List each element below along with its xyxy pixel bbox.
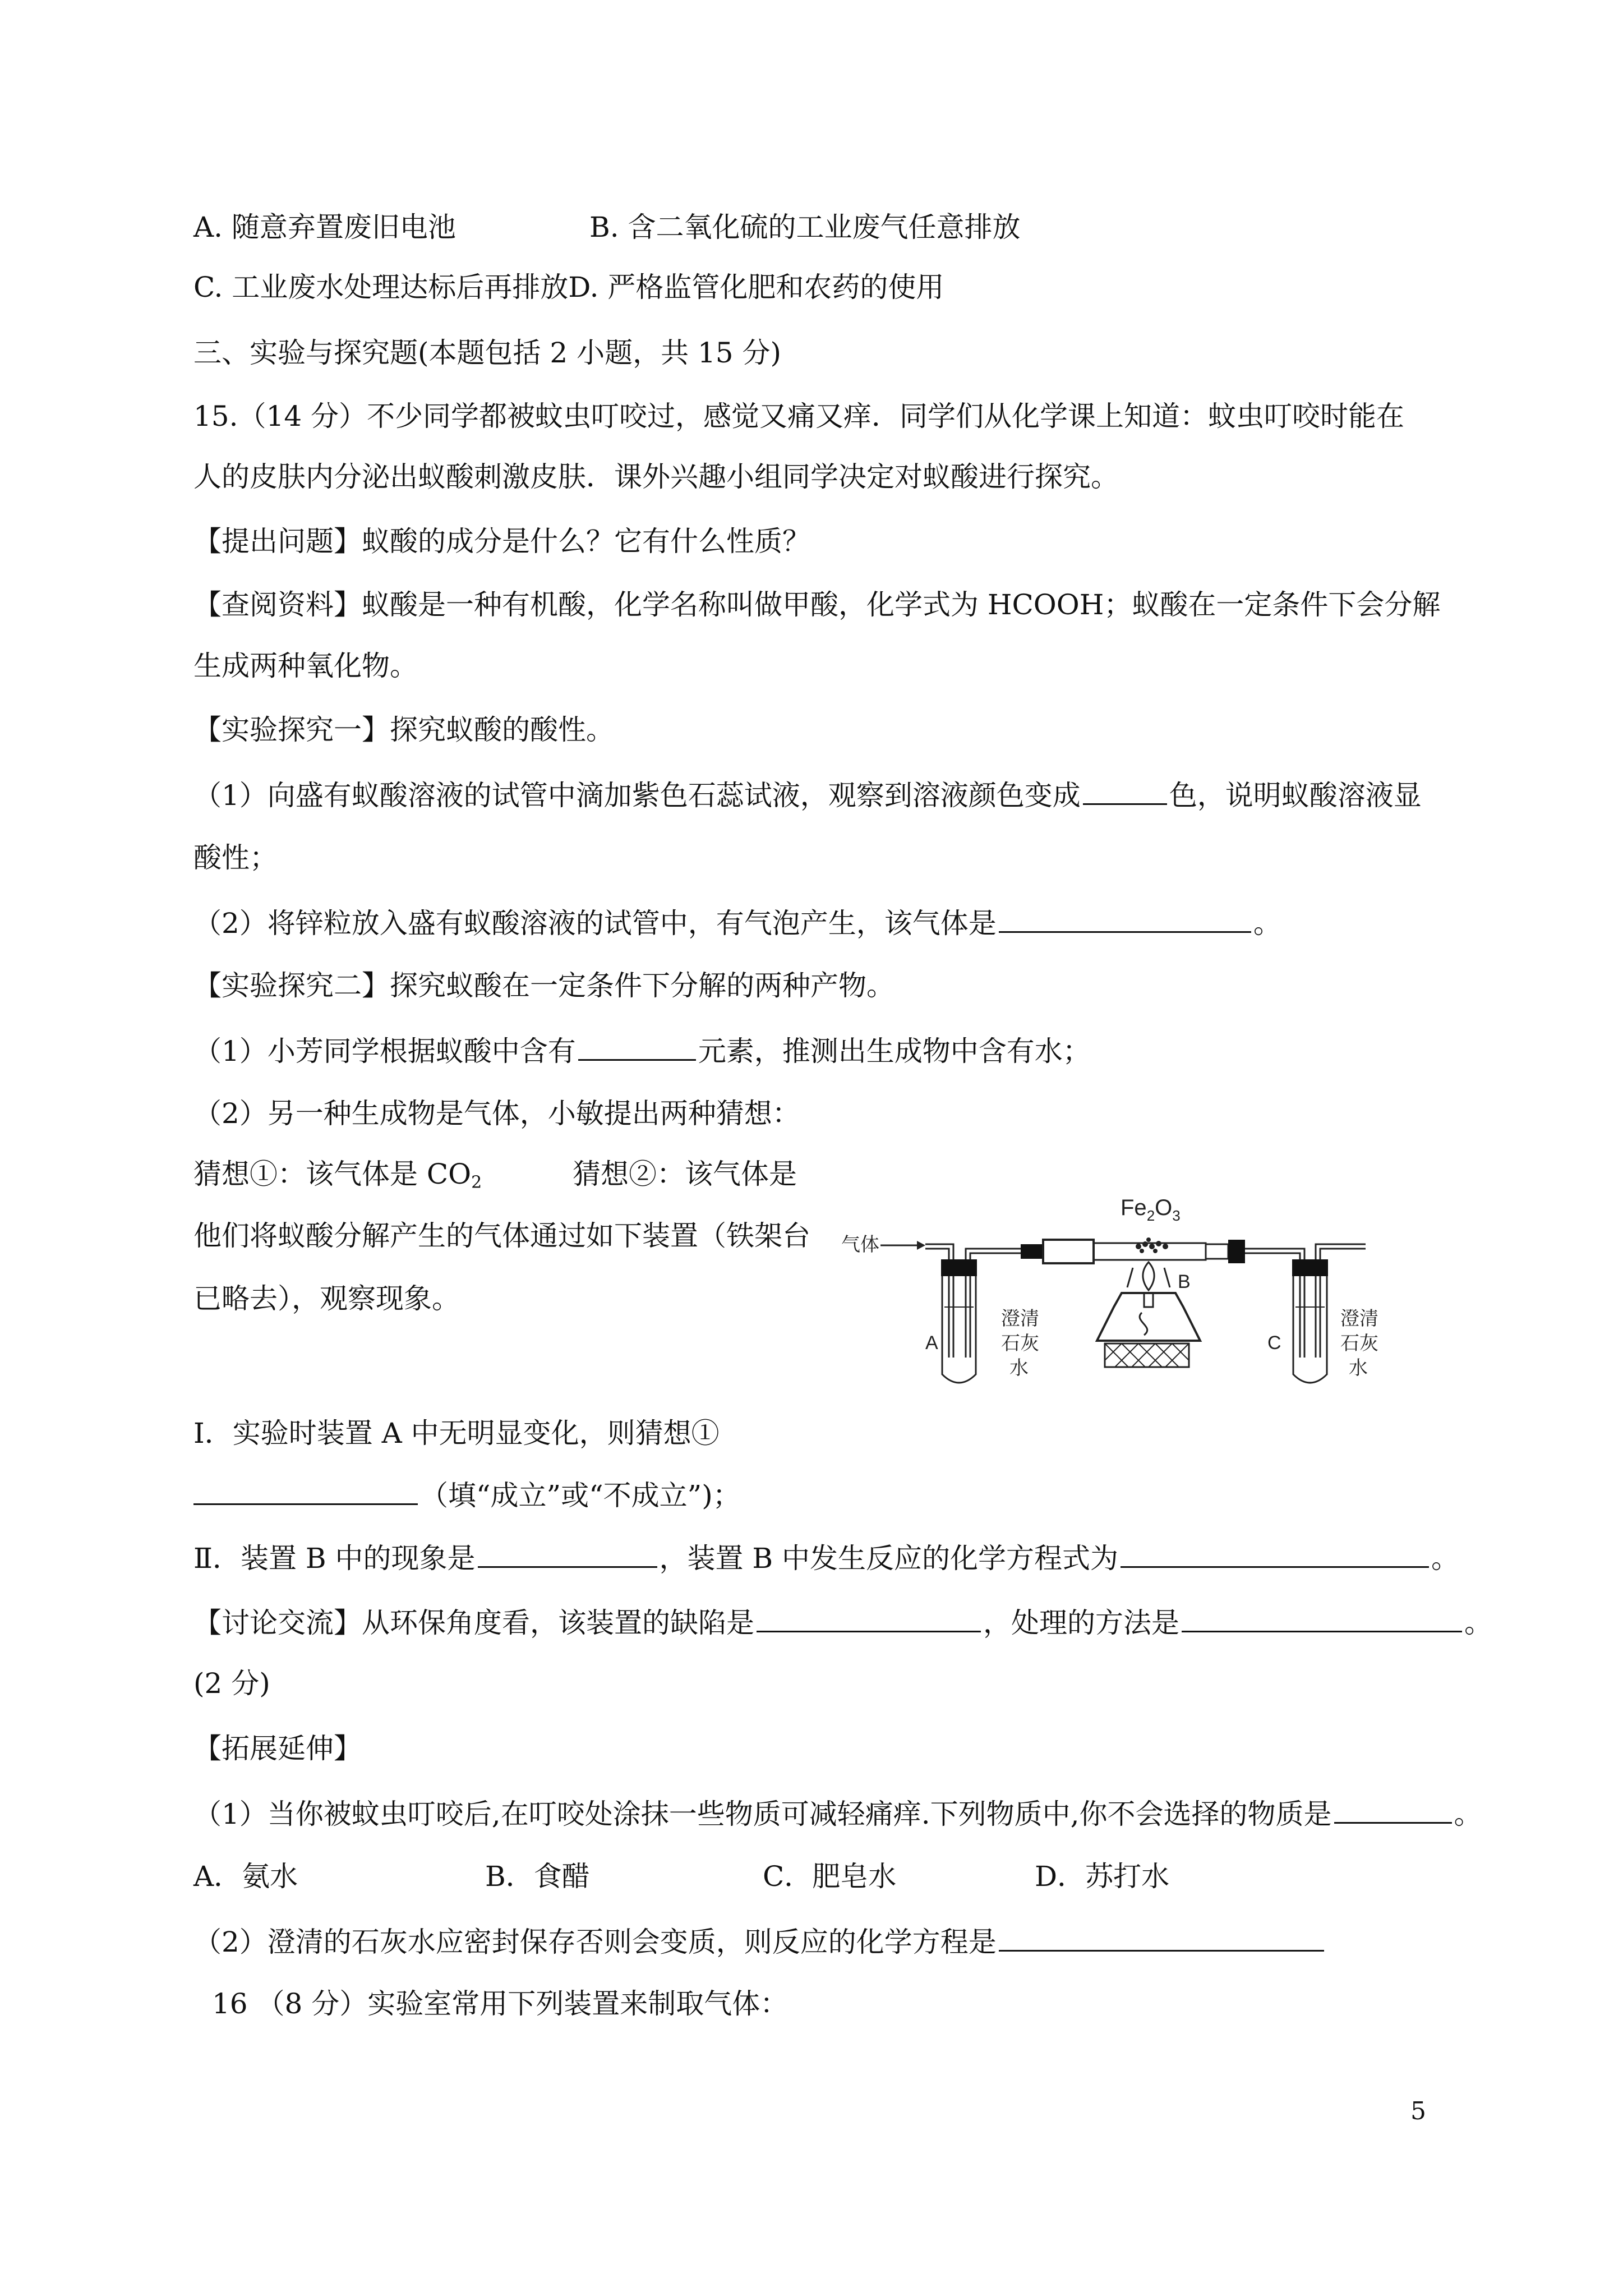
apparatus-text1: 他们将蚁酸分解产生的气体通过如下装置（铁架台 bbox=[193, 1220, 810, 1252]
page-number: 5 bbox=[1410, 2097, 1426, 2125]
result2-period: 。 bbox=[1431, 1542, 1460, 1575]
extend-options bbox=[193, 1857, 1170, 1896]
answer-blank-gas[interactable] bbox=[999, 902, 1251, 933]
apparatus-diagram bbox=[841, 1195, 1380, 1397]
gas-label: 气体 bbox=[841, 1234, 879, 1255]
label-a: A bbox=[925, 1332, 938, 1354]
result1-line2 bbox=[193, 1474, 741, 1515]
exp1-item2-text: （2）将锌粒放入盛有蚁酸溶液的试管中，有气泡产生，该气体是 bbox=[193, 907, 997, 940]
answer-blank-color[interactable] bbox=[1083, 774, 1167, 805]
guess1: 猜想①：该气体是 $CO_2$ bbox=[193, 1158, 482, 1193]
exp1-item1 bbox=[193, 774, 1422, 815]
label-c: C bbox=[1267, 1332, 1281, 1354]
extend-item1-period: 。 bbox=[1454, 1798, 1482, 1830]
q15-intro-line1: 15.（14 分）不少同学都被蚊虫叮咬过，感觉又痛又痒．同学们从化学课上知道：蚊虫叮咬时能在 bbox=[193, 400, 1405, 432]
limewater-c-1: 澄清 bbox=[1340, 1308, 1378, 1329]
stopper-left bbox=[1043, 1240, 1094, 1263]
discussion-score: (2 分) bbox=[193, 1667, 270, 1700]
q14-option-a: A. 随意弃置废旧电池 bbox=[193, 211, 456, 243]
exp1-item1-cont: 酸性； bbox=[193, 841, 278, 874]
gas-arrow-head bbox=[917, 1241, 925, 1250]
discussion-period: 。 bbox=[1464, 1607, 1492, 1639]
answer-blank-limewater-equation[interactable] bbox=[999, 1921, 1324, 1952]
exp1-item2-period: 。 bbox=[1253, 907, 1281, 940]
limewater-a-2: 石灰 bbox=[1001, 1333, 1039, 1354]
stopper-right bbox=[1228, 1240, 1245, 1263]
extend-option-a: A．氨水 bbox=[193, 1860, 298, 1893]
result1-line1: Ⅰ．实验时装置 A 中无明显变化，则猜想① bbox=[193, 1417, 720, 1450]
flame bbox=[1143, 1262, 1154, 1290]
result2-text: Ⅱ．装置 B 中的现象是 bbox=[193, 1542, 476, 1575]
discussion-text: 【讨论交流】从环保角度看，该装置的缺陷是 bbox=[193, 1607, 754, 1639]
discussion bbox=[193, 1602, 1492, 1642]
limewater-a-1: 澄清 bbox=[1001, 1308, 1039, 1329]
connector-left bbox=[1021, 1244, 1043, 1259]
extend-option-c: C．肥皂水 bbox=[763, 1860, 897, 1893]
apparatus-text2: 已略去），观察现象。 bbox=[193, 1282, 460, 1315]
answer-blank-phenomenon[interactable] bbox=[478, 1537, 657, 1568]
stopper-a bbox=[941, 1259, 977, 1276]
test-tube-c bbox=[1293, 1271, 1327, 1383]
q15-intro-line2: 人的皮肤内分泌出蚁酸刺激皮肤．课外兴趣小组同学决定对蚁酸进行探究。 bbox=[193, 461, 1119, 493]
answer-blank-element[interactable] bbox=[578, 1030, 696, 1061]
answer-blank-equation-b[interactable] bbox=[1121, 1537, 1429, 1568]
guesses bbox=[193, 1154, 797, 1203]
wire-gauze-supports bbox=[1127, 1268, 1170, 1287]
extend-title: 【拓展延伸】 bbox=[193, 1732, 362, 1765]
exp1-title: 【实验探究一】探究蚁酸的酸性。 bbox=[193, 714, 614, 746]
q14-options-row2 bbox=[193, 268, 944, 307]
result2-text2: ，装置 B 中发生反应的化学方程式为 bbox=[659, 1542, 1119, 1575]
guess2: 猜想②：该气体是 bbox=[573, 1158, 797, 1190]
limewater-c-2: 石灰 bbox=[1340, 1333, 1378, 1354]
extend-item2-text: （2）澄清的石灰水应密封保存否则会变质，则反应的化学方程是 bbox=[193, 1926, 997, 1958]
exp1-item1-text2: 色，说明蚁酸溶液显 bbox=[1169, 779, 1422, 812]
answer-blank-defect[interactable] bbox=[757, 1602, 981, 1632]
extend-item1-text: （1）当你被蚊虫叮咬后,在叮咬处涂抹一些物质可减轻痛痒.下列物质中,你不会选择的物质是 bbox=[193, 1798, 1332, 1830]
exp2-title: 【实验探究二】探究蚁酸在一定条件下分解的两种产物。 bbox=[193, 969, 895, 1002]
limewater-c-3: 水 bbox=[1349, 1358, 1368, 1379]
q15-info-line2: 生成两种氧化物。 bbox=[193, 650, 418, 682]
q14-option-c: C. 工业废水处理达标后再排放 bbox=[193, 271, 569, 303]
stopper-c bbox=[1292, 1259, 1328, 1276]
exp1-item1-text: （1）向盛有蚁酸溶液的试管中滴加紫色石蕊试液，观察到溶液颜色变成 bbox=[193, 779, 1081, 812]
label-b: B bbox=[1178, 1271, 1191, 1292]
discussion-text2: ，处理的方法是 bbox=[983, 1607, 1179, 1639]
connector-right bbox=[1206, 1244, 1228, 1259]
q14-option-b: B. 含二氧化硫的工业废气任意排放 bbox=[589, 211, 1021, 243]
alcohol-lamp bbox=[1097, 1293, 1200, 1341]
q16-intro: 16 （8 分）实验室常用下列装置来制取气体： bbox=[212, 1987, 789, 2020]
q15-info-line1: 【查阅资料】蚁酸是一种有机酸，化学名称叫做甲酸，化学式为 HCOOH；蚁酸在一定条件下会分解 bbox=[193, 588, 1441, 621]
limewater-a-3: 水 bbox=[1009, 1358, 1029, 1379]
extend-option-d: D．苏打水 bbox=[1035, 1860, 1170, 1893]
exp2-item1 bbox=[193, 1030, 1091, 1071]
exp2-item1-text: （1）小芳同学根据蚁酸中含有 bbox=[193, 1035, 576, 1068]
result1-hint: （填“成立”或“不成立”)； bbox=[420, 1479, 741, 1512]
answer-blank-substance[interactable] bbox=[1334, 1793, 1452, 1824]
q15-question: 【提出问题】蚁酸的成分是什么？它有什么性质？ bbox=[193, 525, 810, 558]
result2 bbox=[193, 1537, 1459, 1578]
answer-blank-method[interactable] bbox=[1182, 1602, 1462, 1632]
extend-item2 bbox=[193, 1921, 1326, 1962]
exp2-item1-text2: 元素，推测出生成物中含有水； bbox=[698, 1035, 1091, 1068]
answer-blank-guess[interactable] bbox=[193, 1474, 418, 1505]
q14-options-row1 bbox=[193, 208, 1021, 247]
extend-option-b: B．食醋 bbox=[485, 1860, 590, 1893]
section3-title: 三、实验与探究题(本题包括 2 小题，共 15 分) bbox=[193, 337, 782, 369]
fe2o3-label: $Fe_2O_3$ bbox=[1121, 1195, 1181, 1224]
extend-item1 bbox=[193, 1793, 1482, 1834]
exp2-item2: （2）另一种生成物是气体，小敏提出两种猜想： bbox=[193, 1097, 800, 1130]
exp1-item2 bbox=[193, 902, 1281, 943]
q14-option-d: D. 严格监管化肥和农药的使用 bbox=[568, 271, 944, 303]
